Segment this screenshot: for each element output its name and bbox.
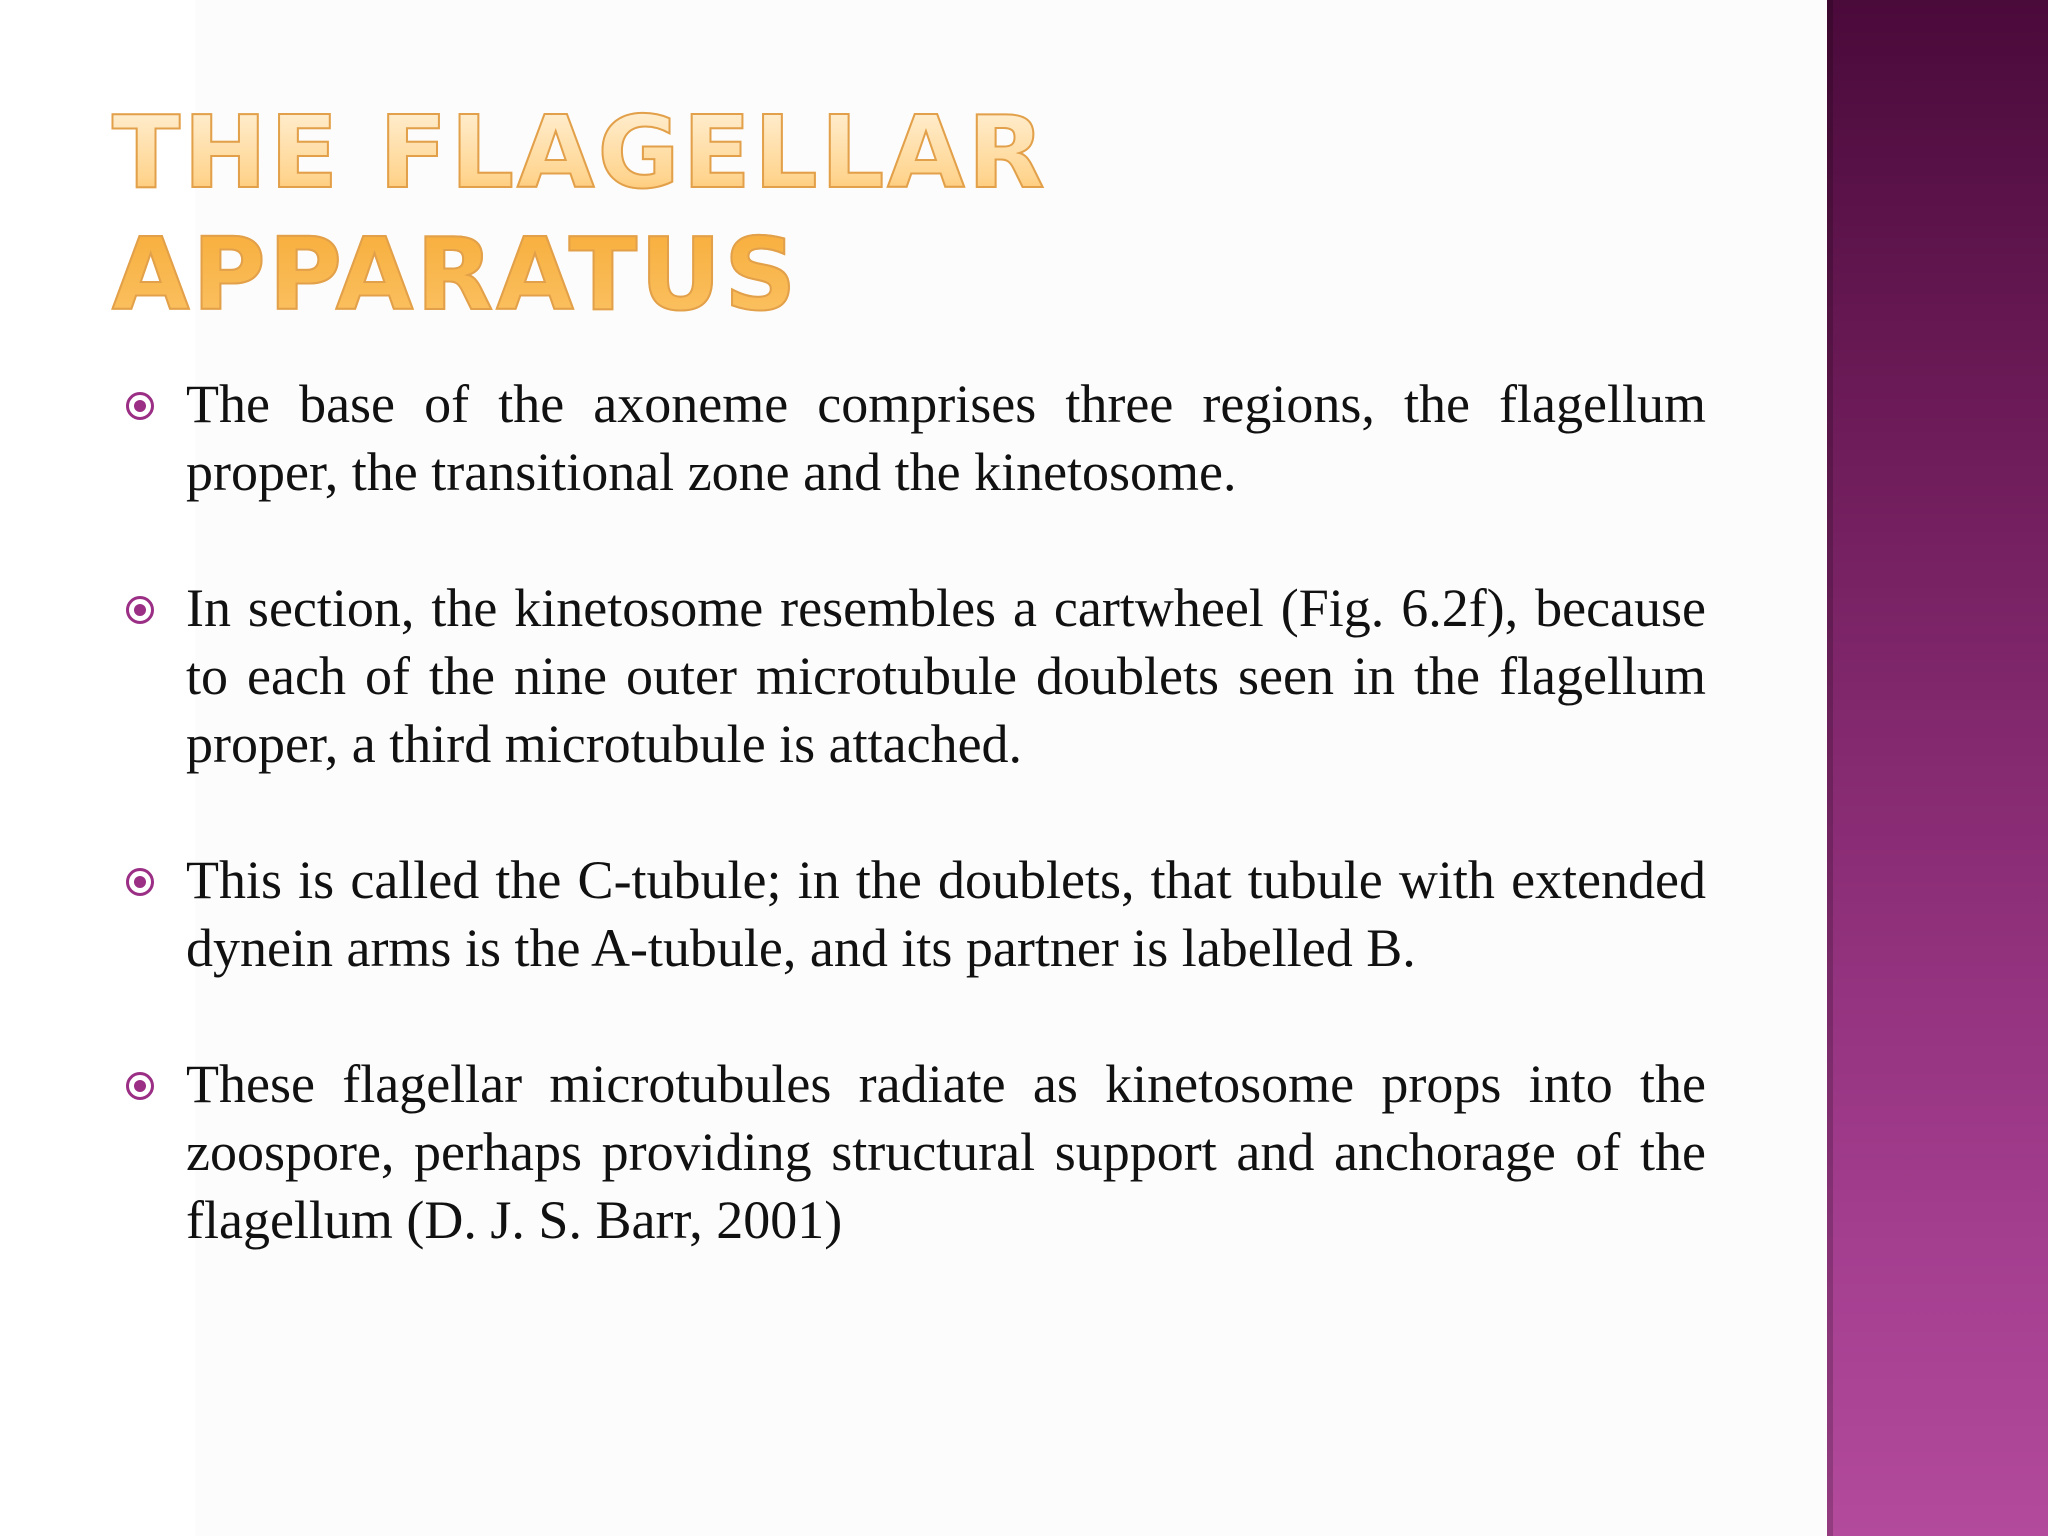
circle-dot-icon <box>126 392 154 420</box>
circle-dot-icon <box>126 868 154 896</box>
side-decorative-bar <box>1827 0 2048 1536</box>
bullet-list <box>126 370 1706 1322</box>
bullet-text: In section, the kinetosome resembles a cartwheel (Fig. 6.2f), because to each of the nine outer microtubule doublets seen in the flagellum proper, a third microtubule is attached. <box>186 578 1706 774</box>
circle-dot-icon <box>126 1072 154 1100</box>
bullet-item <box>126 574 1706 778</box>
bullet-item <box>126 846 1706 982</box>
slide-title <box>112 92 1048 336</box>
title-line-1: THE FLAGELLAR <box>112 94 1048 211</box>
bullet-text: The base of the axoneme comprises three regions, the flagellum proper, the transitional zone and the kinetosome. <box>186 374 1706 502</box>
bullet-item <box>126 1050 1706 1254</box>
circle-dot-icon <box>126 596 154 624</box>
bullet-item <box>126 370 1706 506</box>
bullet-text: These flagellar microtubules radiate as kinetosome props into the zoospore, perhaps providing structural support and anchorage of the flagellum (D. J. S. Barr, 2001) <box>186 1054 1706 1250</box>
title-line-2: APPARATUS <box>112 216 800 333</box>
bullet-text: This is called the C-tubule; in the doublets, that tubule with extended dynein arms is the A-tubule, and its partner is labelled B. <box>186 850 1706 978</box>
